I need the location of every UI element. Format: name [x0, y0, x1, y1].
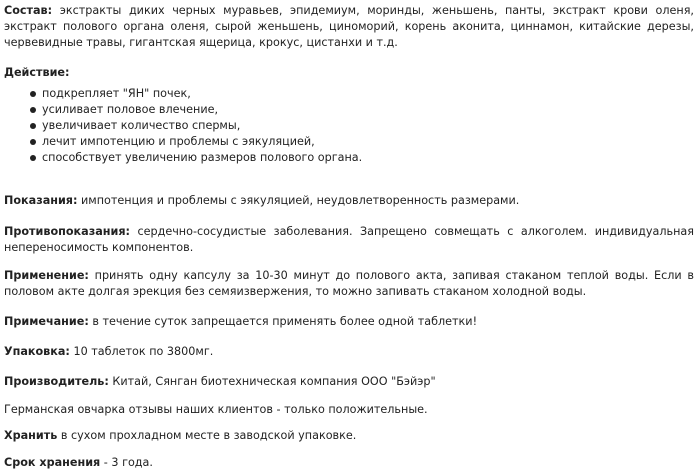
manufacturer-label: Производитель: [4, 375, 109, 388]
bullet-icon [30, 107, 36, 113]
action-list [4, 86, 362, 166]
packaging-text: 10 таблеток по 3800мг. [69, 345, 214, 358]
usage-label: Применение: [4, 269, 89, 282]
contraindications-paragraph [4, 224, 694, 256]
reviews-paragraph [4, 402, 694, 418]
bullet-icon [30, 123, 36, 129]
packaging-paragraph [4, 344, 694, 360]
action-item-text: усиливает половое влечение, [42, 103, 219, 116]
list-item [30, 150, 362, 166]
bullet-icon [30, 91, 36, 97]
composition-label: Состав: [4, 4, 53, 17]
action-heading [4, 65, 70, 81]
list-item [30, 134, 362, 150]
composition-paragraph [4, 3, 694, 51]
manufacturer-paragraph [4, 374, 694, 390]
storage-paragraph [4, 428, 694, 444]
indications-label: Показания: [4, 194, 78, 207]
storage-text: в сухом прохладном месте в заводской упаковке. [57, 429, 357, 442]
note-label: Примечание: [4, 315, 89, 328]
indications-paragraph [4, 193, 694, 209]
list-item [30, 86, 362, 102]
bullet-icon [30, 139, 36, 145]
contraindications-label: Противопоказания: [4, 225, 130, 238]
list-item [30, 102, 362, 118]
storage-label: Хранить [4, 429, 58, 442]
list-item [30, 118, 362, 134]
note-text: в течение суток запрещается применять более одной таблетки! [88, 315, 478, 328]
contraindications-text: сердечно-сосудистые заболевания. Запрещено совмещать с алкоголем. индивидуальная непереносимость компонентов. [4, 225, 694, 254]
usage-text: принять одну капсулу за 10-30 минут до полового акта, запивая стаканом теплой воды. Если в половом акте долгая эрекция без семяизвержения, то можно запивать стаканом холодной воды. [4, 269, 694, 298]
indications-text: импотенция и проблемы с эякуляцией, неудовлетворенность размерами. [77, 194, 520, 207]
action-item-text: лечит импотенцию и проблемы с эякуляцией, [42, 135, 315, 148]
shelf-life-label: Срок хранения [4, 456, 101, 469]
reviews-text: Германская овчарка отзывы наших клиентов - только положительные. [4, 403, 428, 416]
packaging-label: Упаковка: [4, 345, 70, 358]
usage-paragraph [4, 268, 694, 300]
action-item-text: подкрепляет "ЯН" почек, [42, 87, 191, 100]
action-item-text: увеличивает количество спермы, [42, 119, 241, 132]
action-item-text: способствует увеличению размеров полового органа. [42, 151, 363, 164]
bullet-icon [30, 155, 36, 161]
composition-text: экстракты диких черных муравьев, эпидемиум, моринды, женьшень, панты, экстракт крови оленя, экстракт полового органа оленя, сырой женьшень, циноморий, корень аконита, циннамон, китайские дерезы, червевидные травы, гигантская ящерица, крокус, цистанхи и т.д. [4, 4, 694, 49]
note-paragraph [4, 314, 694, 330]
shelf-life-text: - 3 года. [100, 456, 153, 469]
shelf-life-paragraph [4, 455, 694, 471]
action-label: Действие: [4, 66, 70, 79]
manufacturer-text: Китай, Сянган биотехническая компания ООО "Бэйэр" [108, 375, 436, 388]
